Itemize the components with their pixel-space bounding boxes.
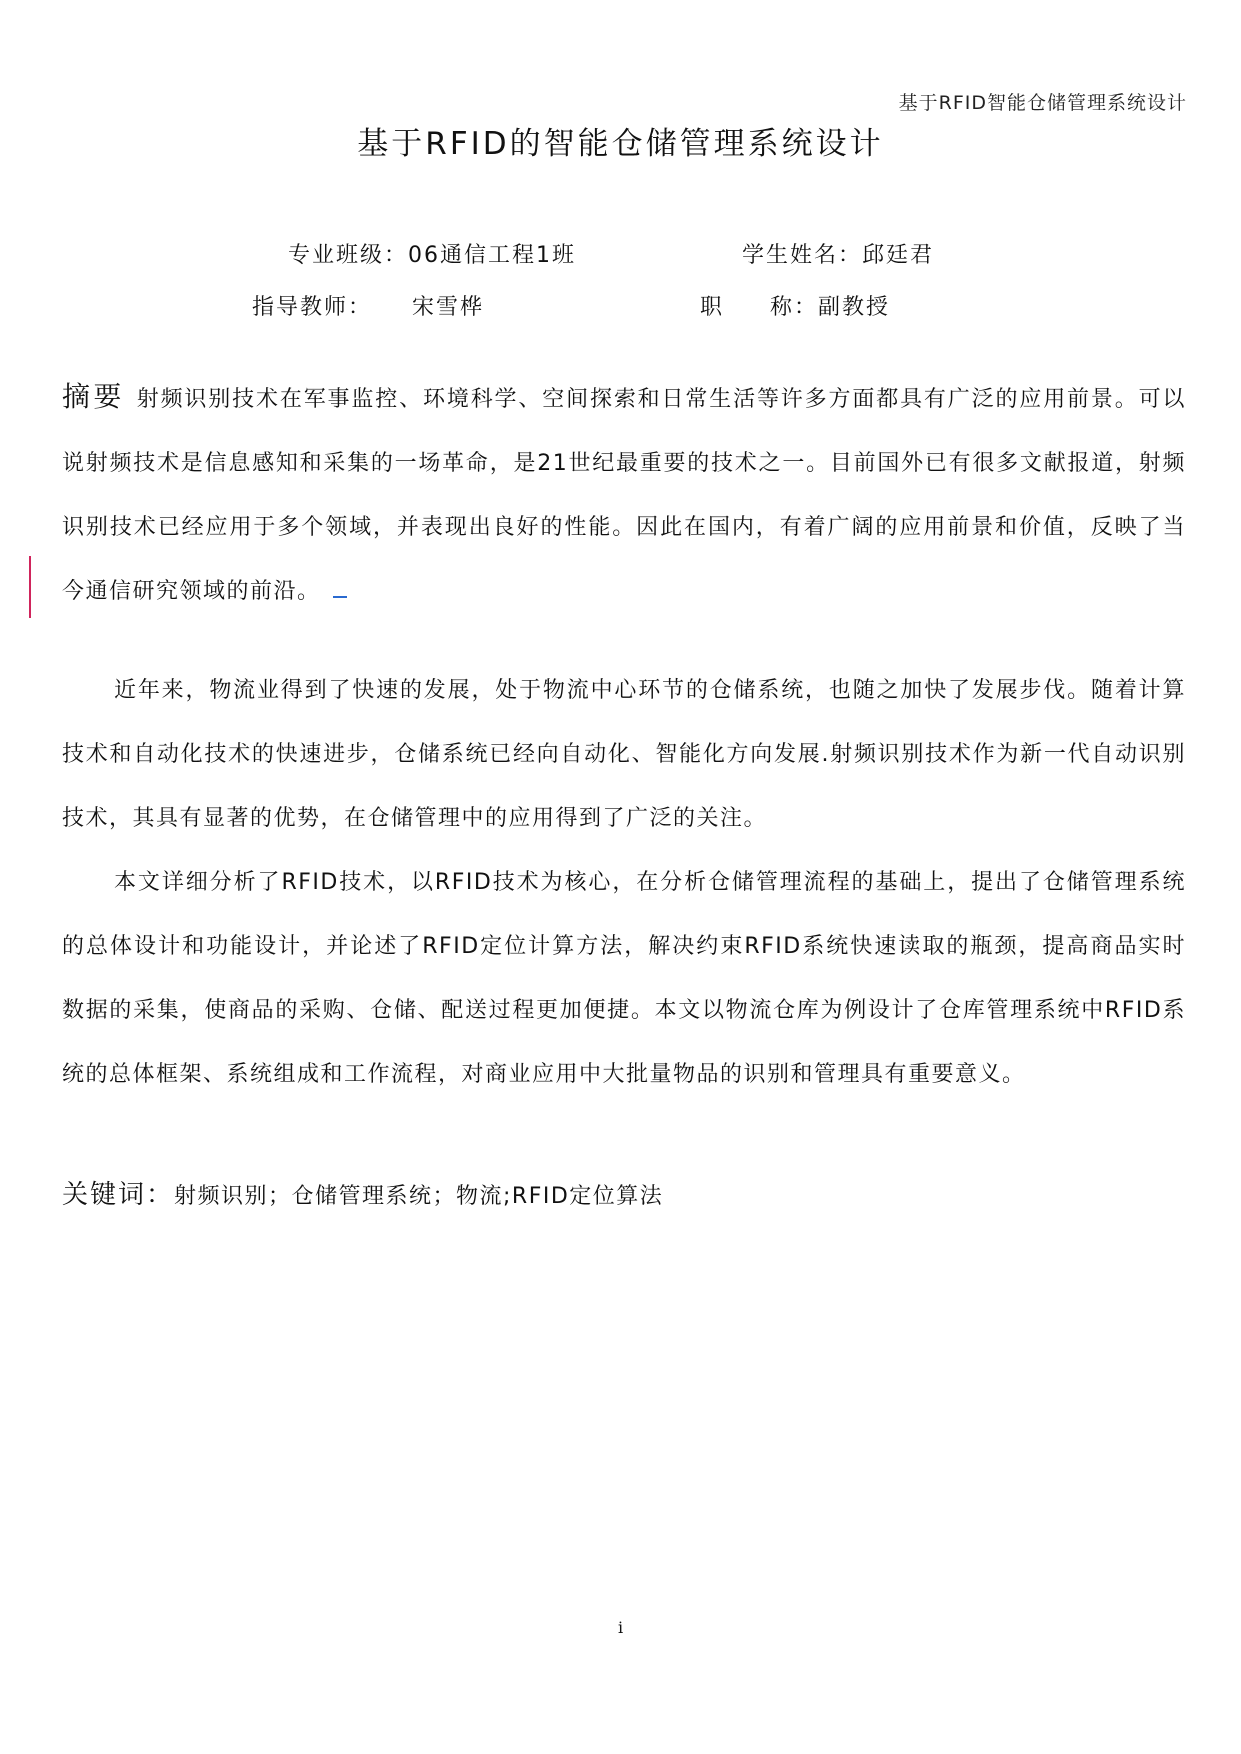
body-paragraph-2: 本文详细分析了RFID技术，以RFID技术为核心，在分析仓储管理流程的基础上，提出了仓储管理系统的总体设计和功能设计，并论述了RFID定位计算方法，解决约束RFID系统快速读取的瓶颈，提高商品实时数据的采集，使商品的采购、仓储、配送过程更加便捷。本文以物流仓库为例设计了仓库管理系统中RFID系统的总体框架、系统组成和工作流程，对商业应用中大批量物品的识别和管理具有重要意义。 [62, 870, 1186, 1087]
major-class-value: 06通信工程1班 [408, 243, 577, 268]
keywords-label: 关键词： [62, 1180, 175, 1210]
professional-title-value: 副教授 [818, 295, 891, 320]
keywords-values: 射频识别；仓储管理系统；物流;RFID定位算法 [174, 1184, 664, 1209]
advisor-value: 宋雪桦 [412, 295, 485, 320]
student-name-line [742, 238, 934, 269]
professional-title-label-2: 称： [770, 295, 819, 320]
body-paragraph-1: 近年来，物流业得到了快速的发展，处于物流中心环节的仓储系统，也随之加快了发展步伐。随着计算技术和自动化技术的快速进步，仓储系统已经向自动化、智能化方向发展.射频识别技术作为新一代自动识别技术，其具有显著的优势，在仓储管理中的应用得到了广泛的关注。 [62, 678, 1186, 831]
document-title: 基于RFID的智能仓储管理系统设计 [357, 126, 884, 162]
revision-change-bar [29, 556, 31, 618]
advisor-line [252, 290, 484, 321]
page-number: i [617, 1618, 624, 1637]
text-cursor-mark [333, 596, 347, 598]
keywords-line [62, 1174, 663, 1211]
major-class-label: 专业班级： [288, 243, 409, 268]
running-header: 基于RFID智能仓储管理系统设计 [898, 92, 1187, 114]
advisor-label: 指导教师： [252, 295, 373, 320]
abstract-paragraph [62, 365, 1186, 624]
professional-title-line [700, 290, 890, 321]
student-name-label: 学生姓名： [742, 243, 863, 268]
student-name-value: 邱廷君 [862, 243, 935, 268]
abstract-text: 射频识别技术在军事监控、环境科学、空间探索和日常生活等许多方面都具有广泛的应用前景。可以说射频技术是信息感知和采集的一场革命，是21世纪最重要的技术之一。目前国外已有很多文献报道，射频识别技术已经应用于多个领域，并表现出良好的性能。因此在国内，有着广阔的应用前景和价值，反映了当今通信研究领域的前沿。 [62, 387, 1186, 604]
abstract-heading: 摘要 [62, 380, 125, 413]
professional-title-label-1: 职 [700, 295, 725, 320]
major-class-line [288, 238, 576, 269]
